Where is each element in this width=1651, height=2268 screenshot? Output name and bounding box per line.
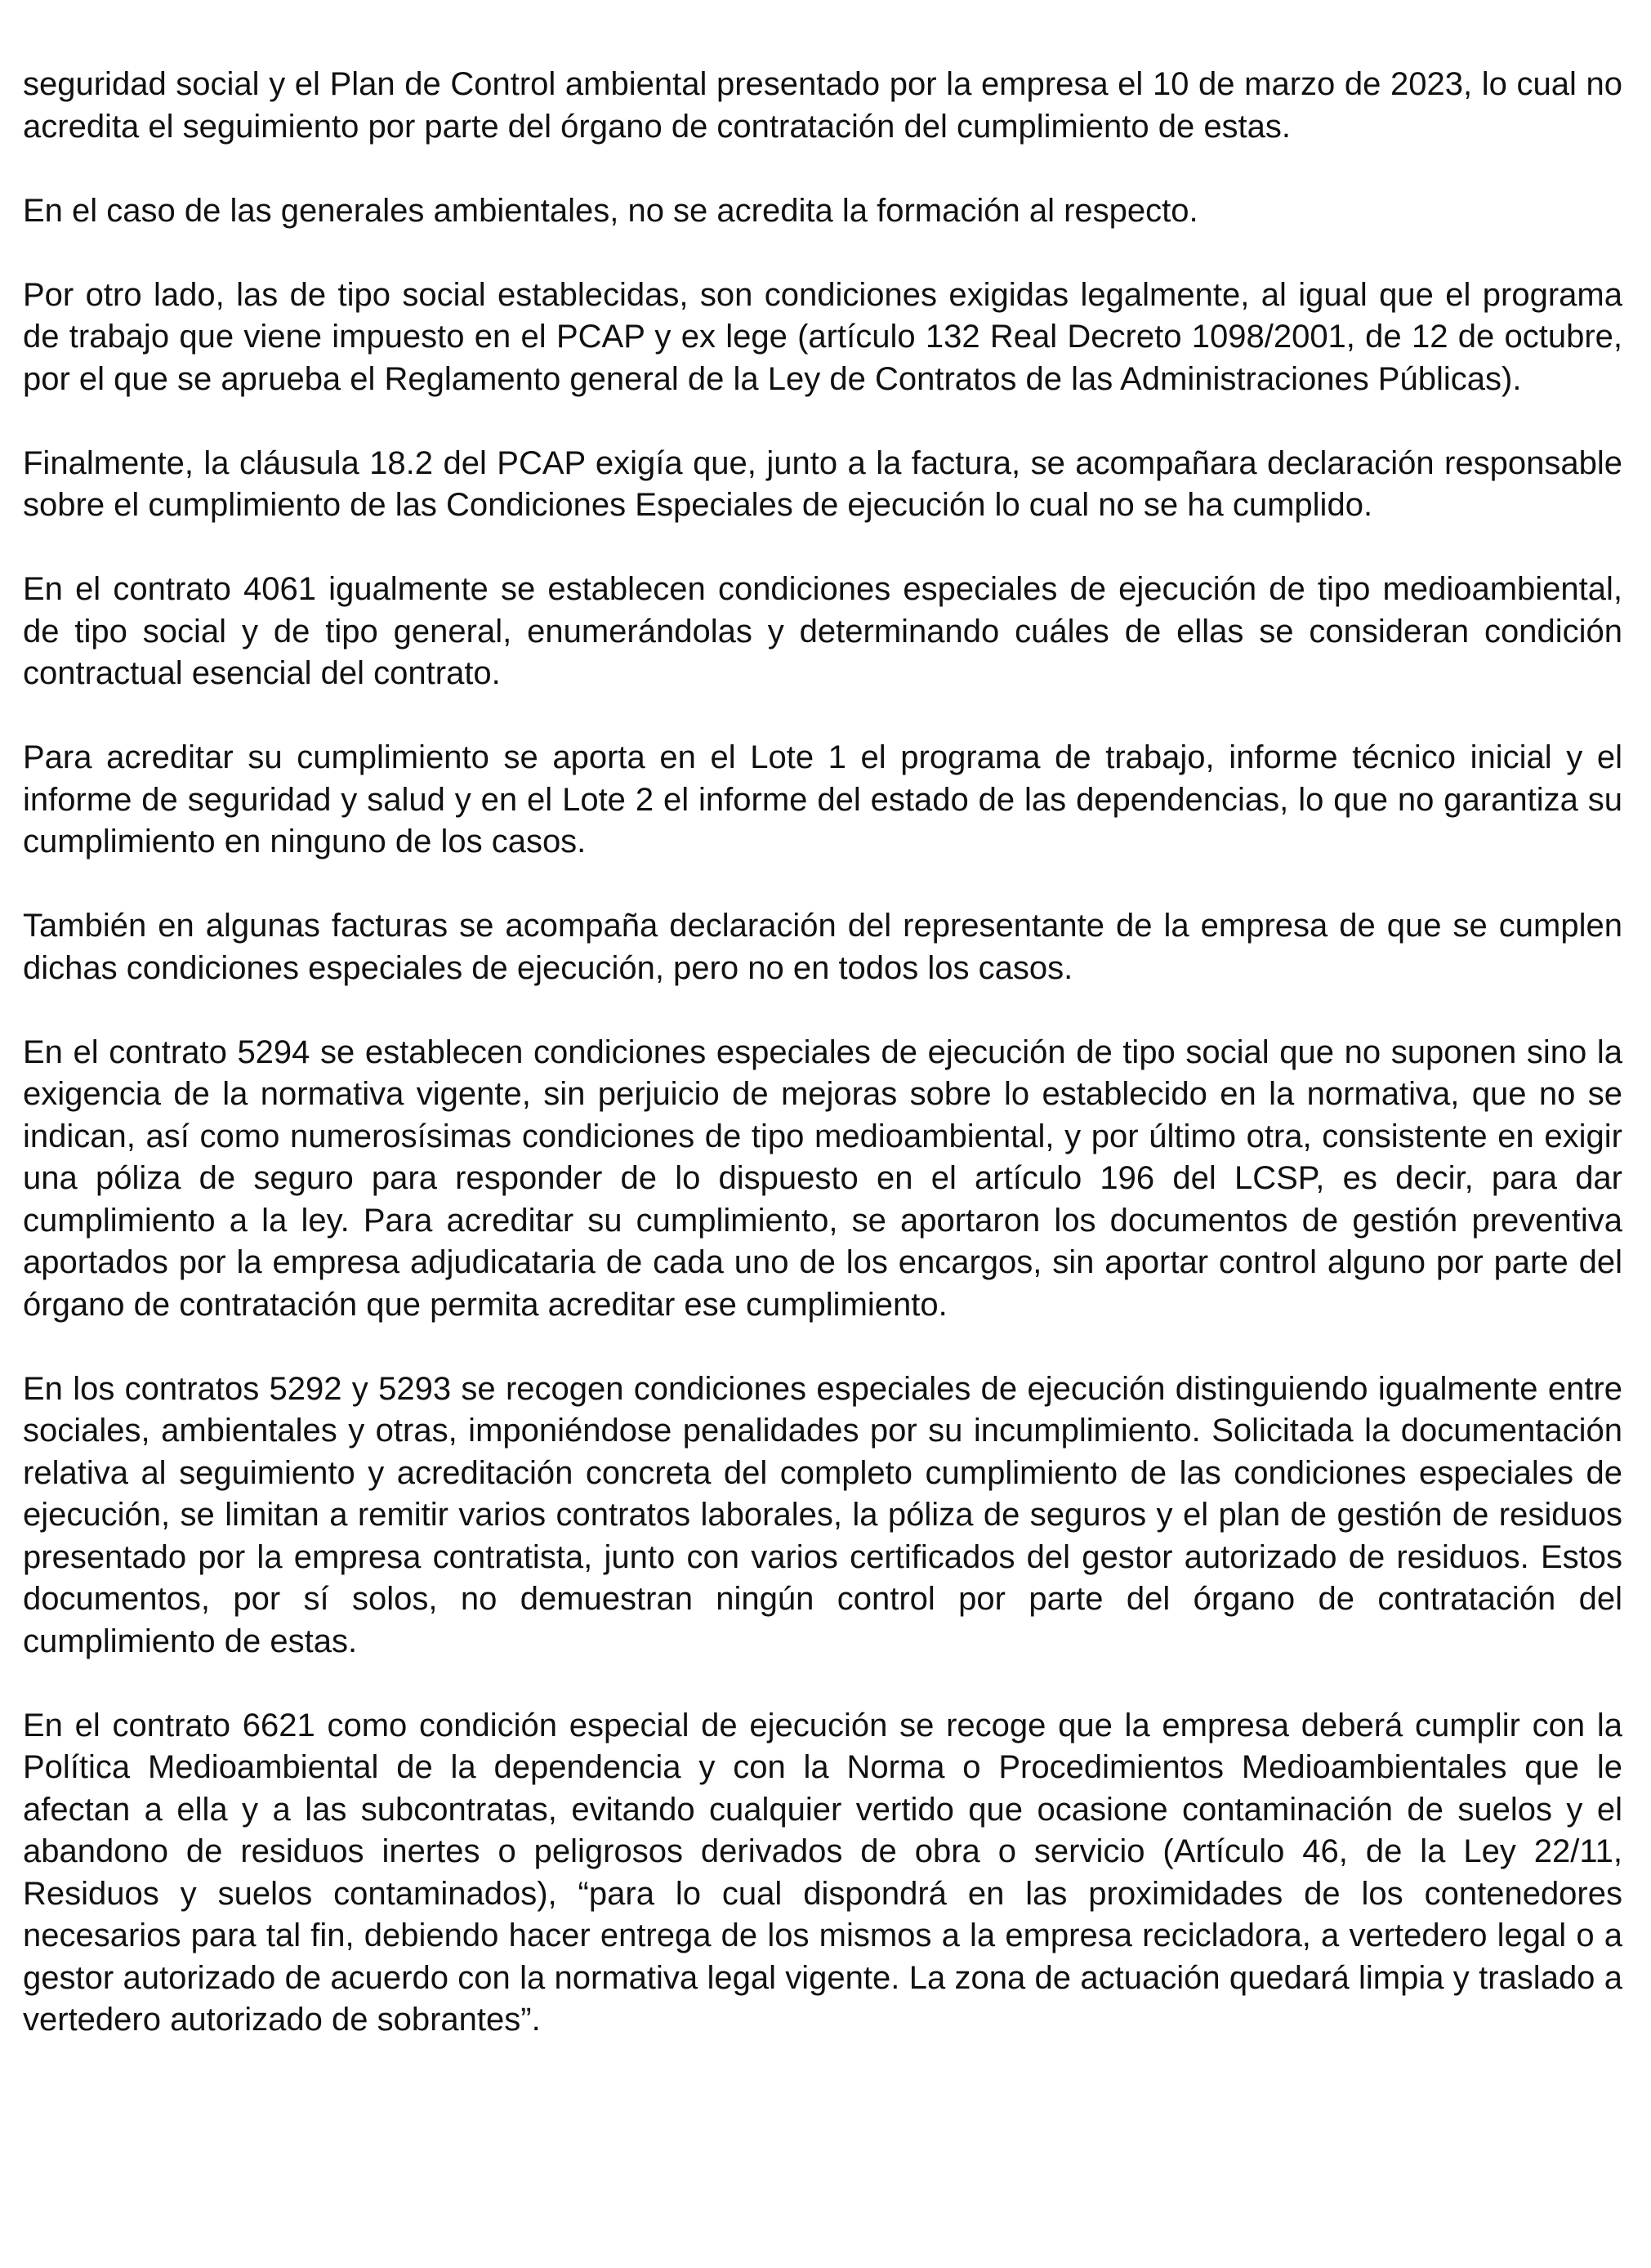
paragraph-10: En el contrato 6621 como condición especial de ejecución se recoge que la empresa deberá cumplir con la Política Medioambiental de la dependencia y con la Norma o Procedimientos Medioambientales que le afectan a ella y a las subcontratas, evitando cualquier vertido que ocasione contaminación de suelos y el abandono de residuos inertes o peligrosos derivados de obra o servicio (Artículo 46, de la Ley 22/11, Residuos y suelos contaminados), “para lo cual dispondrá en las proximidades de los contenedores necesarios para tal fin, debiendo hacer entrega de los mismos a la empresa recicladora, a vertedero legal o a gestor autorizado de acuerdo con la normativa legal vigente. La zona de actuación quedará limpia y traslado a vertedero autorizado de sobrantes”. — [23, 1707, 1622, 2038]
document-body — [23, 64, 1622, 2042]
paragraph-4: Finalmente, la cláusula 18.2 del PCAP exigía que, junto a la factura, se acompañara declaración responsable sobre el cumplimiento de las Condiciones Especiales de ejecución lo cual no se ha cumplido. — [23, 444, 1622, 523]
paragraph-6: Para acreditar su cumplimiento se aporta en el Lote 1 el programa de trabajo, informe técnico inicial y el informe de seguridad y salud y en el Lote 2 el informe del estado de las dependencias, lo que no garantiza su cumplimiento en ninguno de los casos. — [23, 739, 1622, 859]
paragraph-2: En el caso de las generales ambientales, no se acredita la formación al respecto. — [23, 192, 1198, 229]
paragraph-8: En el contrato 5294 se establecen condiciones especiales de ejecución de tipo social que no suponen sino la exigencia de la normativa vigente, sin perjuicio de mejoras sobre lo establecido en la normativa, que no se indican, así como numerosísimas condiciones de tipo medioambiental, y por último otra, consistente en exigir una póliza de seguro para responder de lo dispuesto en el artículo 196 del LCSP, es decir, para dar cumplimiento a la ley. Para acreditar su cumplimiento, se aportaron los documentos de gestión preventiva aportados por la empresa adjudicataria de cada uno de los encargos, sin aportar control alguno por parte del órgano de contratación que permita acreditar ese cumplimiento. — [23, 1034, 1622, 1323]
paragraph-9: En los contratos 5292 y 5293 se recogen condiciones especiales de ejecución distinguiendo igualmente entre sociales, ambientales y otras, imponiéndose penalidades por su incumplimiento. Solicitada la documentación relativa al seguimiento y acreditación concreta del completo cumplimiento de las condiciones especiales de ejecución, se limitan a remitir varios contratos laborales, la póliza de seguros y el plan de gestión de residuos presentado por la empresa contratista, junto con varios certificados del gestor autorizado de residuos. Estos documentos, por sí solos, no demuestran ningún control por parte del órgano de contratación del cumplimiento de estas. — [23, 1370, 1622, 1659]
paragraph-5: En el contrato 4061 igualmente se establecen condiciones especiales de ejecución de tipo medioambiental, de tipo social y de tipo general, enumerándolas y determinando cuáles de ellas se consideran condición contractual esencial del contrato. — [23, 571, 1622, 691]
paragraph-1: seguridad social y el Plan de Control ambiental presentado por la empresa el 10 de marzo de 2023, lo cual no acredita el seguimiento por parte del órgano de contratación del cumplimiento de estas. — [23, 66, 1622, 145]
paragraph-3: Por otro lado, las de tipo social establecidas, son condiciones exigidas legalmente, al igual que el programa de trabajo que viene impuesto en el PCAP y ex lege (artículo 132 Real Decreto 1098/2001, de 12 de octubre, por el que se aprueba el Reglamento general de la Ley de Contratos de las Administraciones Públicas). — [23, 276, 1622, 397]
paragraph-7: También en algunas facturas se acompaña declaración del representante de la empresa de que se cumplen dichas condiciones especiales de ejecución, pero no en todos los casos. — [23, 908, 1622, 986]
